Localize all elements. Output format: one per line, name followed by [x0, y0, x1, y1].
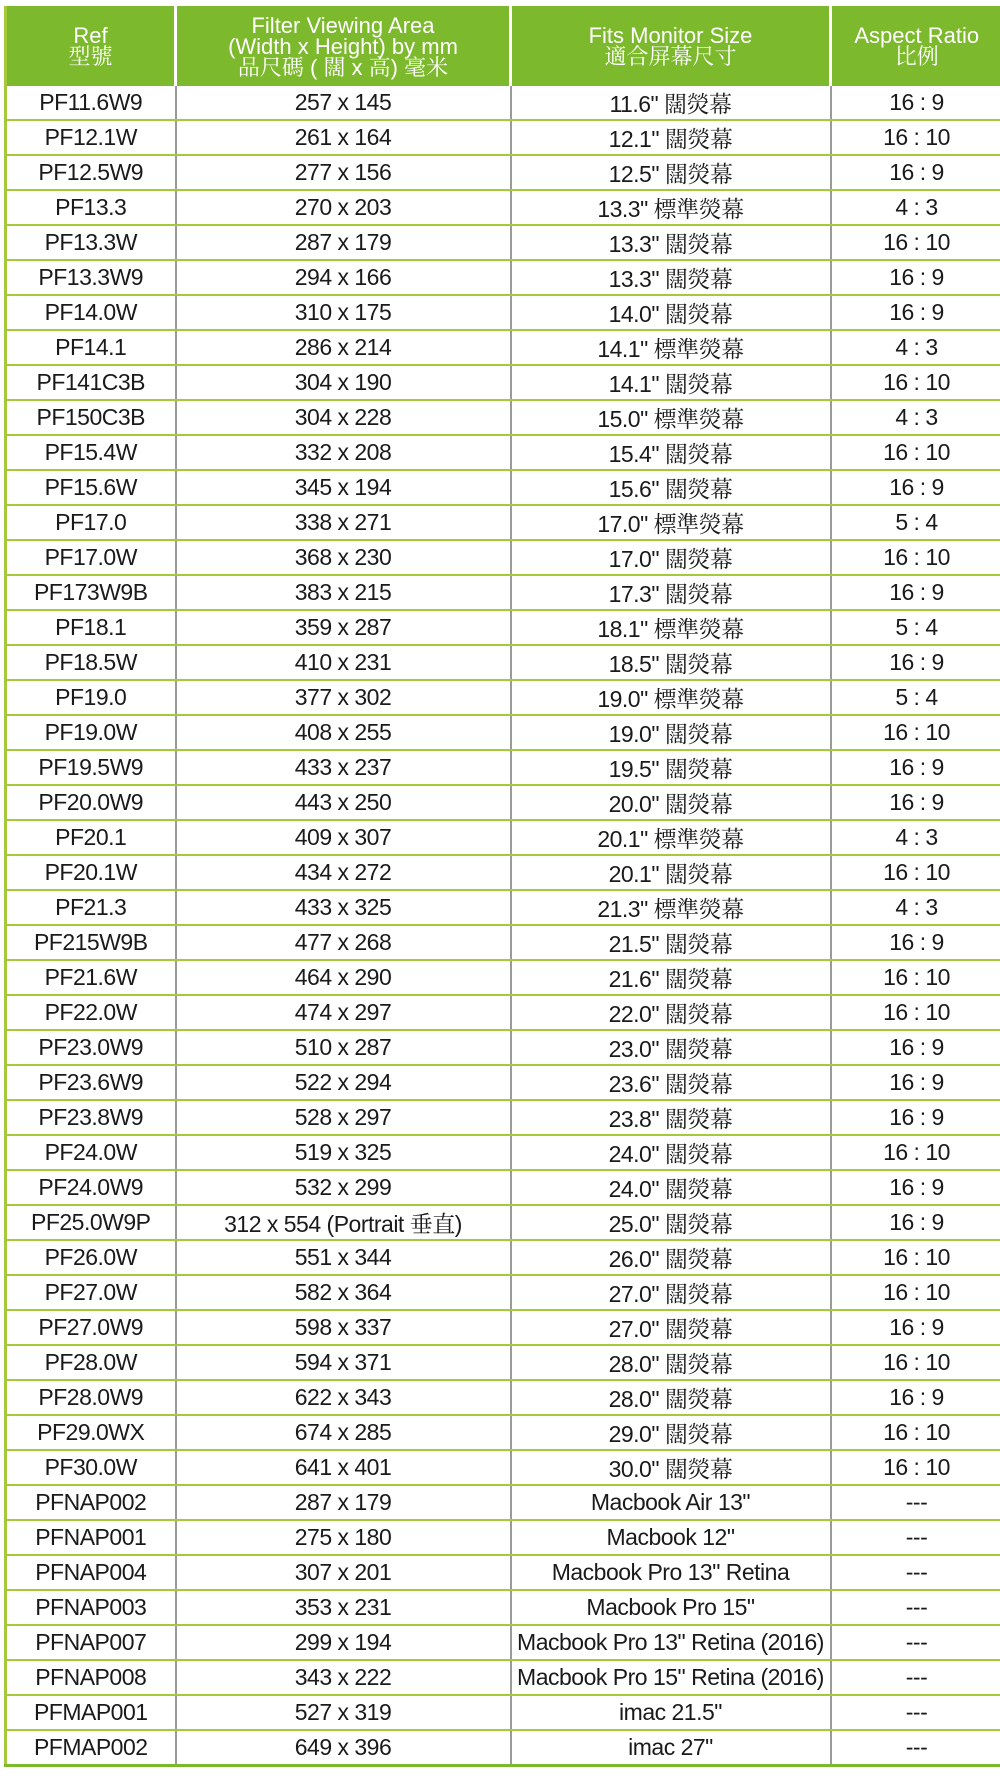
ref-cell: PF20.1W	[6, 855, 176, 890]
ref-cell: PF13.3W9	[6, 260, 176, 295]
ref-cell: PF29.0WX	[6, 1415, 176, 1450]
aspect-ratio-cell: 4 : 3	[831, 820, 1000, 855]
aspect-ratio-cell: 16 : 10	[831, 1240, 1000, 1275]
ref-cell: PF12.1W	[6, 120, 176, 155]
viewing-area-cell: 332 x 208	[176, 435, 511, 470]
ref-cell: PF30.0W	[6, 1450, 176, 1485]
table-row	[6, 86, 1000, 120]
viewing-area-cell: 353 x 231	[176, 1590, 511, 1625]
viewing-area-cell: 649 x 396	[176, 1730, 511, 1766]
table-row	[6, 1275, 1000, 1310]
ref-cell: PFMAP002	[6, 1730, 176, 1766]
viewing-area-cell: 622 x 343	[176, 1380, 511, 1415]
table-row	[6, 1240, 1000, 1275]
viewing-area-cell: 377 x 302	[176, 680, 511, 715]
viewing-area-cell: 368 x 230	[176, 540, 511, 575]
aspect-ratio-cell: ---	[831, 1730, 1000, 1766]
aspect-ratio-cell: 16 : 9	[831, 155, 1000, 190]
ref-cell: PF11.6W9	[6, 86, 176, 120]
ref-cell: PF21.6W	[6, 960, 176, 995]
table-row	[6, 470, 1000, 505]
aspect-ratio-cell: ---	[831, 1695, 1000, 1730]
viewing-area-cell: 464 x 290	[176, 960, 511, 995]
table-row	[6, 715, 1000, 750]
aspect-ratio-cell: 16 : 10	[831, 1135, 1000, 1170]
monitor-size-cell: 19.0" 闊熒幕	[511, 715, 831, 750]
aspect-ratio-cell: 16 : 10	[831, 1415, 1000, 1450]
viewing-area-cell: 307 x 201	[176, 1555, 511, 1590]
ref-cell: PFNAP001	[6, 1520, 176, 1555]
monitor-size-cell: Macbook Pro 13" Retina (2016)	[511, 1625, 831, 1660]
ref-cell: PF19.5W9	[6, 750, 176, 785]
table-row	[6, 1520, 1000, 1555]
monitor-size-cell: 21.5" 闊熒幕	[511, 925, 831, 960]
aspect-ratio-cell: ---	[831, 1625, 1000, 1660]
viewing-area-cell: 294 x 166	[176, 260, 511, 295]
monitor-size-cell: 24.0" 闊熒幕	[511, 1170, 831, 1205]
aspect-ratio-cell: 16 : 9	[831, 260, 1000, 295]
ref-cell: PF20.1	[6, 820, 176, 855]
aspect-ratio-cell: 16 : 9	[831, 295, 1000, 330]
aspect-ratio-cell: 16 : 10	[831, 1345, 1000, 1380]
aspect-ratio-cell: 16 : 9	[831, 470, 1000, 505]
aspect-ratio-cell: 16 : 9	[831, 1170, 1000, 1205]
header-viewing-area	[176, 6, 511, 86]
viewing-area-cell: 338 x 271	[176, 505, 511, 540]
ref-cell: PF13.3W	[6, 225, 176, 260]
ref-cell: PF23.6W9	[6, 1065, 176, 1100]
viewing-area-cell: 310 x 175	[176, 295, 511, 330]
ref-cell: PF25.0W9P	[6, 1205, 176, 1240]
table-row	[6, 1485, 1000, 1520]
table-header	[6, 6, 1000, 86]
viewing-area-cell: 359 x 287	[176, 610, 511, 645]
table-row	[6, 1100, 1000, 1135]
monitor-size-cell: 13.3" 闊熒幕	[511, 260, 831, 295]
viewing-area-cell: 433 x 325	[176, 890, 511, 925]
header-aspect-ratio	[831, 6, 1000, 86]
header-ratio-en: Aspect Ratio	[854, 23, 980, 48]
monitor-size-cell: imac 21.5"	[511, 1695, 831, 1730]
ref-cell: PF28.0W	[6, 1345, 176, 1380]
header-row	[6, 6, 1000, 86]
table-row	[6, 540, 1000, 575]
viewing-area-cell: 286 x 214	[176, 330, 511, 365]
table-row	[6, 1730, 1000, 1766]
viewing-area-cell: 433 x 237	[176, 750, 511, 785]
monitor-size-cell: 19.0" 標準熒幕	[511, 680, 831, 715]
monitor-size-cell: 14.1" 闊熒幕	[511, 365, 831, 400]
table-row	[6, 680, 1000, 715]
monitor-size-cell: 30.0" 闊熒幕	[511, 1450, 831, 1485]
viewing-area-cell: 287 x 179	[176, 225, 511, 260]
viewing-area-cell: 408 x 255	[176, 715, 511, 750]
table-row	[6, 785, 1000, 820]
header-area-line3: 品尺碼 ( 闊 x 高) 毫米	[237, 54, 449, 80]
table-row	[6, 1695, 1000, 1730]
ref-cell: PF173W9B	[6, 575, 176, 610]
aspect-ratio-cell: ---	[831, 1660, 1000, 1695]
header-area-line2: (Width x Height) by mm	[228, 33, 458, 59]
ref-cell: PFNAP003	[6, 1590, 176, 1625]
monitor-size-cell: Macbook Pro 13" Retina	[511, 1555, 831, 1590]
ref-cell: PF14.1	[6, 330, 176, 365]
table-row	[6, 1310, 1000, 1345]
ref-cell: PF23.8W9	[6, 1100, 176, 1135]
aspect-ratio-cell: 16 : 9	[831, 1205, 1000, 1240]
monitor-size-cell: 29.0" 闊熒幕	[511, 1415, 831, 1450]
monitor-size-cell: 23.0" 闊熒幕	[511, 1030, 831, 1065]
header-area-line1: Filter Viewing Area	[251, 12, 435, 38]
ref-cell: PF17.0	[6, 505, 176, 540]
viewing-area-cell: 383 x 215	[176, 575, 511, 610]
aspect-ratio-cell: 5 : 4	[831, 610, 1000, 645]
monitor-size-cell: 20.0" 闊熒幕	[511, 785, 831, 820]
aspect-ratio-cell: 16 : 10	[831, 855, 1000, 890]
aspect-ratio-cell: 16 : 10	[831, 715, 1000, 750]
viewing-area-cell: 434 x 272	[176, 855, 511, 890]
aspect-ratio-cell: 16 : 9	[831, 1030, 1000, 1065]
aspect-ratio-cell: ---	[831, 1520, 1000, 1555]
ref-cell: PF21.3	[6, 890, 176, 925]
header-ref-zh: 型號	[68, 44, 113, 69]
ref-cell: PFNAP002	[6, 1485, 176, 1520]
monitor-size-cell: imac 27"	[511, 1730, 831, 1766]
ref-cell: PF13.3	[6, 190, 176, 225]
ref-cell: PF22.0W	[6, 995, 176, 1030]
aspect-ratio-cell: ---	[831, 1590, 1000, 1625]
table-row	[6, 1170, 1000, 1205]
viewing-area-cell: 304 x 190	[176, 365, 511, 400]
table-row	[6, 1135, 1000, 1170]
viewing-area-cell: 641 x 401	[176, 1450, 511, 1485]
viewing-area-cell: 522 x 294	[176, 1065, 511, 1100]
table-row	[6, 1345, 1000, 1380]
aspect-ratio-cell: 16 : 9	[831, 645, 1000, 680]
monitor-size-cell: 21.6" 闊熒幕	[511, 960, 831, 995]
ref-cell: PF18.5W	[6, 645, 176, 680]
aspect-ratio-cell: 16 : 9	[831, 750, 1000, 785]
monitor-size-cell: Macbook Pro 15" Retina (2016)	[511, 1660, 831, 1695]
monitor-size-cell: Macbook 12"	[511, 1520, 831, 1555]
aspect-ratio-cell: 16 : 9	[831, 925, 1000, 960]
monitor-size-cell: 18.1" 標準熒幕	[511, 610, 831, 645]
aspect-ratio-cell: 16 : 10	[831, 1450, 1000, 1485]
viewing-area-cell: 287 x 179	[176, 1485, 511, 1520]
monitor-size-cell: 12.1" 闊熒幕	[511, 120, 831, 155]
aspect-ratio-cell: 4 : 3	[831, 330, 1000, 365]
viewing-area-cell: 277 x 156	[176, 155, 511, 190]
header-ratio-zh: 比例	[894, 44, 939, 69]
aspect-ratio-cell: 4 : 3	[831, 890, 1000, 925]
aspect-ratio-cell: 5 : 4	[831, 680, 1000, 715]
table-row	[6, 365, 1000, 400]
header-size-en: Fits Monitor Size	[588, 23, 753, 48]
viewing-area-cell: 510 x 287	[176, 1030, 511, 1065]
monitor-size-cell: 27.0" 闊熒幕	[511, 1310, 831, 1345]
viewing-area-cell: 410 x 231	[176, 645, 511, 680]
table-row	[6, 960, 1000, 995]
header-ref	[6, 6, 176, 86]
ref-cell: PF18.1	[6, 610, 176, 645]
monitor-size-cell: 14.0" 闊熒幕	[511, 295, 831, 330]
aspect-ratio-cell: 16 : 10	[831, 1275, 1000, 1310]
table-row	[6, 750, 1000, 785]
viewing-area-cell: 312 x 554 (Portrait 垂直)	[176, 1205, 511, 1240]
table-row	[6, 505, 1000, 540]
table-row	[6, 645, 1000, 680]
table-body	[6, 86, 1000, 1766]
table-row	[6, 330, 1000, 365]
monitor-size-cell: 13.3" 闊熒幕	[511, 225, 831, 260]
aspect-ratio-cell: 16 : 9	[831, 1310, 1000, 1345]
monitor-size-cell: 15.4" 闊熒幕	[511, 435, 831, 470]
table-row	[6, 225, 1000, 260]
viewing-area-cell: 528 x 297	[176, 1100, 511, 1135]
table-row	[6, 1205, 1000, 1240]
monitor-size-cell: 26.0" 闊熒幕	[511, 1240, 831, 1275]
monitor-size-cell: 18.5" 闊熒幕	[511, 645, 831, 680]
monitor-size-cell: 11.6" 闊熒幕	[511, 86, 831, 120]
filter-size-table	[4, 6, 1000, 1767]
aspect-ratio-cell: 4 : 3	[831, 400, 1000, 435]
monitor-size-cell: Macbook Air 13"	[511, 1485, 831, 1520]
ref-cell: PF141C3B	[6, 365, 176, 400]
ref-cell: PF24.0W	[6, 1135, 176, 1170]
monitor-size-cell: 27.0" 闊熒幕	[511, 1275, 831, 1310]
monitor-size-cell: 17.3" 闊熒幕	[511, 575, 831, 610]
monitor-size-cell: 25.0" 闊熒幕	[511, 1205, 831, 1240]
header-size-zh: 適合屏幕尺寸	[604, 44, 737, 69]
table-row	[6, 260, 1000, 295]
ref-cell: PF19.0W	[6, 715, 176, 750]
ref-cell: PF27.0W	[6, 1275, 176, 1310]
aspect-ratio-cell: 4 : 3	[831, 190, 1000, 225]
ref-cell: PF15.4W	[6, 435, 176, 470]
viewing-area-cell: 551 x 344	[176, 1240, 511, 1275]
header-ref-en: Ref	[73, 23, 108, 48]
viewing-area-cell: 532 x 299	[176, 1170, 511, 1205]
aspect-ratio-cell: 16 : 10	[831, 960, 1000, 995]
monitor-size-cell: 28.0" 闊熒幕	[511, 1380, 831, 1415]
aspect-ratio-cell: 16 : 10	[831, 435, 1000, 470]
table-row	[6, 295, 1000, 330]
ref-cell: PF20.0W9	[6, 785, 176, 820]
table-row	[6, 820, 1000, 855]
ref-cell: PF14.0W	[6, 295, 176, 330]
viewing-area-cell: 257 x 145	[176, 86, 511, 120]
viewing-area-cell: 304 x 228	[176, 400, 511, 435]
ref-cell: PF27.0W9	[6, 1310, 176, 1345]
viewing-area-cell: 343 x 222	[176, 1660, 511, 1695]
table-row	[6, 575, 1000, 610]
monitor-size-cell: 24.0" 闊熒幕	[511, 1135, 831, 1170]
table-row	[6, 925, 1000, 960]
aspect-ratio-cell: 16 : 10	[831, 540, 1000, 575]
monitor-size-cell: 15.0" 標準熒幕	[511, 400, 831, 435]
monitor-size-cell: 17.0" 闊熒幕	[511, 540, 831, 575]
viewing-area-cell: 674 x 285	[176, 1415, 511, 1450]
header-monitor-size	[511, 6, 831, 86]
monitor-size-cell: 28.0" 闊熒幕	[511, 1345, 831, 1380]
monitor-size-cell: 23.8" 闊熒幕	[511, 1100, 831, 1135]
monitor-size-cell: 17.0" 標準熒幕	[511, 505, 831, 540]
table-row	[6, 855, 1000, 890]
aspect-ratio-cell: ---	[831, 1485, 1000, 1520]
table-row	[6, 190, 1000, 225]
ref-cell: PF26.0W	[6, 1240, 176, 1275]
ref-cell: PFNAP008	[6, 1660, 176, 1695]
ref-cell: PF17.0W	[6, 540, 176, 575]
monitor-size-cell: Macbook Pro 15"	[511, 1590, 831, 1625]
aspect-ratio-cell: 16 : 9	[831, 1100, 1000, 1135]
aspect-ratio-cell: 16 : 9	[831, 1380, 1000, 1415]
ref-cell: PF12.5W9	[6, 155, 176, 190]
table-row	[6, 1625, 1000, 1660]
aspect-ratio-cell: 16 : 10	[831, 225, 1000, 260]
viewing-area-cell: 275 x 180	[176, 1520, 511, 1555]
monitor-size-cell: 12.5" 闊熒幕	[511, 155, 831, 190]
table-row	[6, 995, 1000, 1030]
aspect-ratio-cell: 16 : 10	[831, 120, 1000, 155]
aspect-ratio-cell: 5 : 4	[831, 505, 1000, 540]
monitor-size-cell: 20.1" 標準熒幕	[511, 820, 831, 855]
monitor-size-cell: 23.6" 闊熒幕	[511, 1065, 831, 1100]
monitor-size-cell: 15.6" 闊熒幕	[511, 470, 831, 505]
ref-cell: PF150C3B	[6, 400, 176, 435]
viewing-area-cell: 594 x 371	[176, 1345, 511, 1380]
ref-cell: PF215W9B	[6, 925, 176, 960]
table-row	[6, 1450, 1000, 1485]
viewing-area-cell: 345 x 194	[176, 470, 511, 505]
viewing-area-cell: 598 x 337	[176, 1310, 511, 1345]
monitor-size-cell: 14.1" 標準熒幕	[511, 330, 831, 365]
aspect-ratio-cell: 16 : 9	[831, 575, 1000, 610]
ref-cell: PF23.0W9	[6, 1030, 176, 1065]
viewing-area-cell: 270 x 203	[176, 190, 511, 225]
table-row	[6, 1065, 1000, 1100]
table-row	[6, 890, 1000, 925]
aspect-ratio-cell: 16 : 10	[831, 365, 1000, 400]
aspect-ratio-cell: 16 : 9	[831, 1065, 1000, 1100]
ref-cell: PFNAP007	[6, 1625, 176, 1660]
viewing-area-cell: 261 x 164	[176, 120, 511, 155]
table-row	[6, 155, 1000, 190]
viewing-area-cell: 299 x 194	[176, 1625, 511, 1660]
viewing-area-cell: 474 x 297	[176, 995, 511, 1030]
table-row	[6, 1380, 1000, 1415]
table-row	[6, 1590, 1000, 1625]
viewing-area-cell: 409 x 307	[176, 820, 511, 855]
ref-cell: PFNAP004	[6, 1555, 176, 1590]
table-row	[6, 400, 1000, 435]
table-row	[6, 610, 1000, 645]
ref-cell: PFMAP001	[6, 1695, 176, 1730]
viewing-area-cell: 527 x 319	[176, 1695, 511, 1730]
ref-cell: PF28.0W9	[6, 1380, 176, 1415]
viewing-area-cell: 519 x 325	[176, 1135, 511, 1170]
aspect-ratio-cell: 16 : 10	[831, 995, 1000, 1030]
monitor-size-cell: 19.5" 闊熒幕	[511, 750, 831, 785]
aspect-ratio-cell: 16 : 9	[831, 86, 1000, 120]
table-row	[6, 435, 1000, 470]
table-row	[6, 1660, 1000, 1695]
aspect-ratio-cell: 16 : 9	[831, 785, 1000, 820]
monitor-size-cell: 22.0" 闊熒幕	[511, 995, 831, 1030]
viewing-area-cell: 477 x 268	[176, 925, 511, 960]
ref-cell: PF19.0	[6, 680, 176, 715]
table-row	[6, 1555, 1000, 1590]
aspect-ratio-cell: ---	[831, 1555, 1000, 1590]
monitor-size-cell: 13.3" 標準熒幕	[511, 190, 831, 225]
ref-cell: PF24.0W9	[6, 1170, 176, 1205]
viewing-area-cell: 582 x 364	[176, 1275, 511, 1310]
table-row	[6, 1030, 1000, 1065]
table-row	[6, 120, 1000, 155]
table-row	[6, 1415, 1000, 1450]
monitor-size-cell: 20.1" 闊熒幕	[511, 855, 831, 890]
viewing-area-cell: 443 x 250	[176, 785, 511, 820]
monitor-size-cell: 21.3" 標準熒幕	[511, 890, 831, 925]
ref-cell: PF15.6W	[6, 470, 176, 505]
